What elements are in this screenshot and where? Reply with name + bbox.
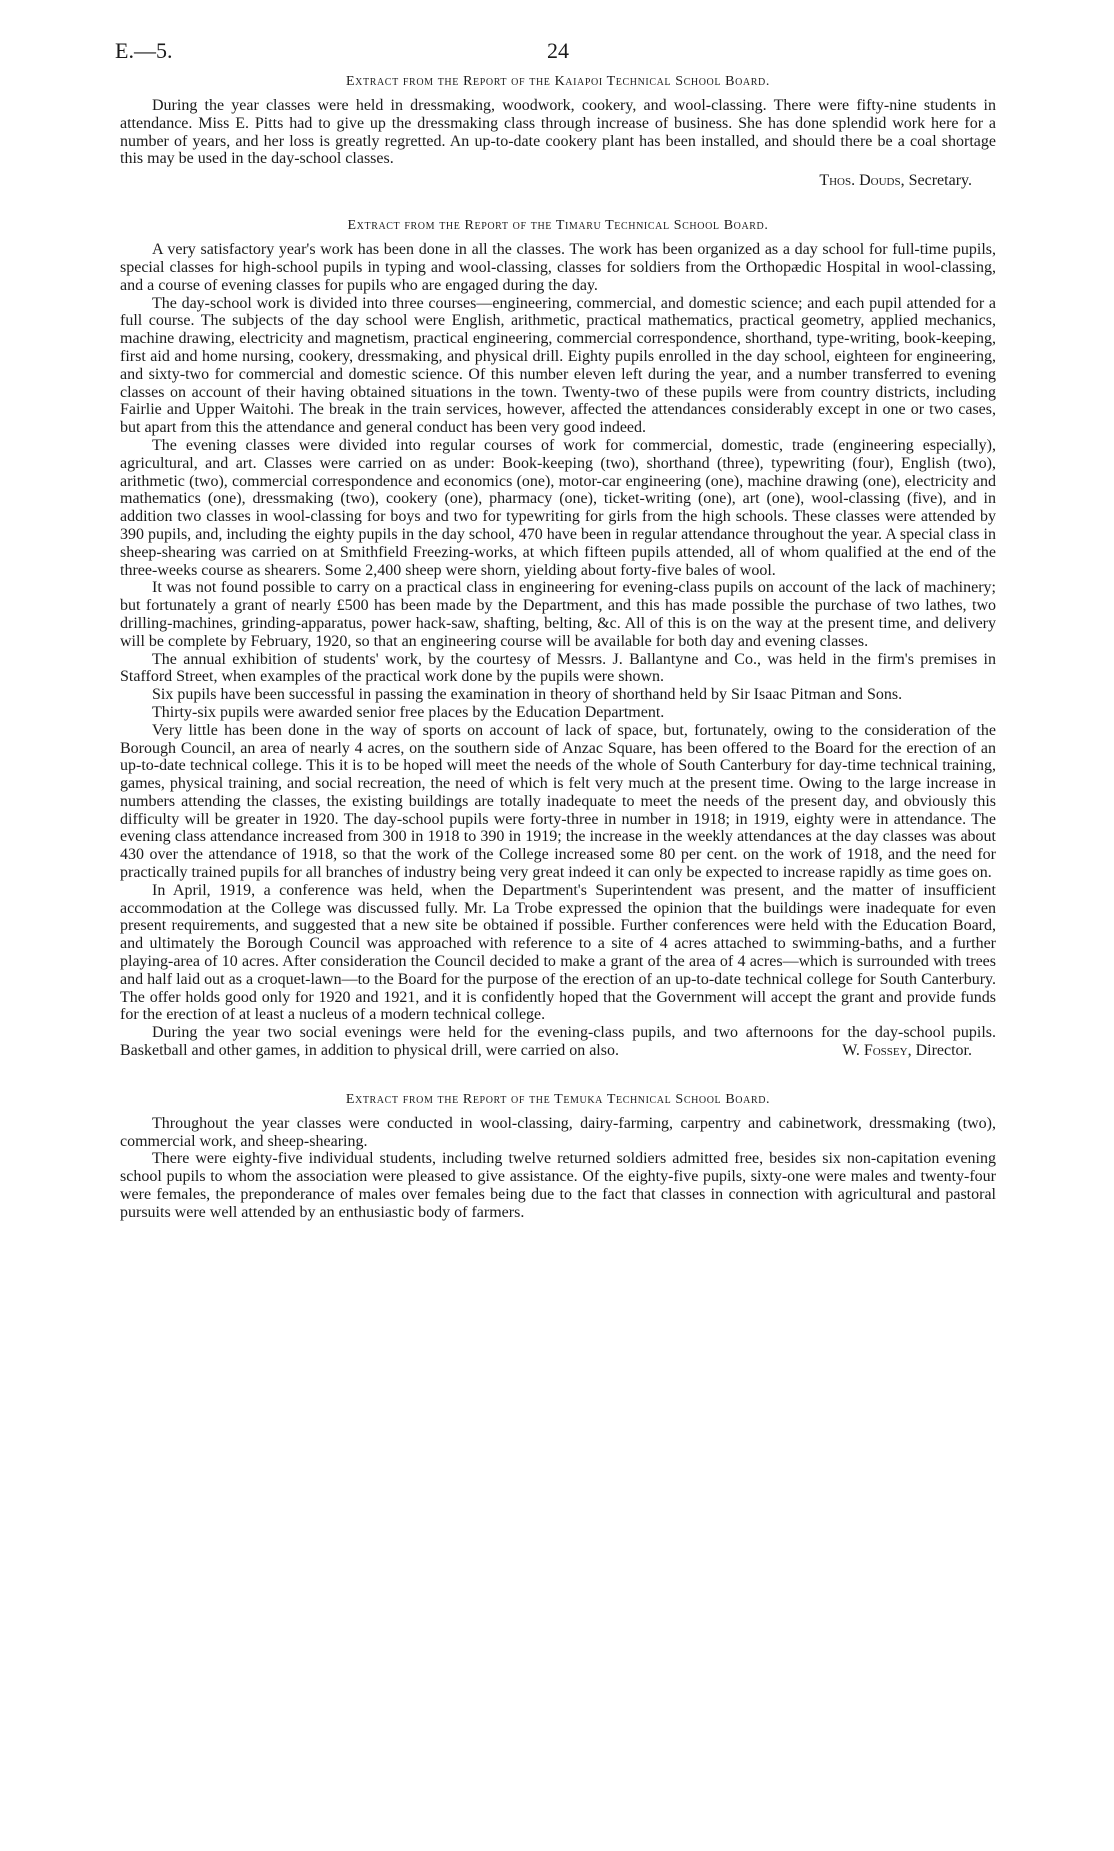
section-title-timaru: Extract from the Report of the Timaru Technical School Board. — [347, 218, 769, 234]
paragraph: During the year classes were held in dressmaking, woodwork, cookery, and wool-classing. There were fifty-nine students in attendance. Miss E. Pitts had to give up the dressmaking class through increase of business. She has done splendid work here for a number of years, and her loss is greatly regretted. An up-to-date cookery plant has been installed, and should there be a coal shortage this may be used in the day-school classes. — [120, 97, 996, 168]
paragraph-last-timaru — [120, 1024, 996, 1060]
paragraph-text: During the year two social evenings were held for the evening-class pupils, and two afternoons for the day-school pupils. Basketball and other games, in addition to physical drill, were carried on also. — [120, 1024, 996, 1060]
document-reference: E.—5. — [115, 38, 173, 63]
section-title-temuka: Extract from the Report of the Temuka Technical School Board. — [345, 1091, 771, 1107]
section-spacer — [120, 1060, 996, 1082]
running-header — [115, 30, 996, 64]
signature-timaru — [842, 1042, 972, 1060]
signature-name: Thos. Douds — [819, 172, 901, 190]
paragraph: A very satisfactory year's work has been done in all the classes. The work has been organized as a day school for full-time pupils, special classes for high-school pupils in typing and wool-classing, classes for soldiers from the Orthopædic Hospital in wool-classing, and a course of evening classes for pupils who are engaged during the day. — [120, 241, 996, 294]
paragraph: It was not found possible to carry on a practical class in engineering for evening-class pupils on account of the lack of machinery; but fortunately a grant of nearly £500 has been made by the Department, and this has made possible the purchase of two lathes, two drilling-machines, grinding-apparatus, power hack-saw, shafting, belting, &c. All of this is on the way at the present time, and delivery will be complete by February, 1920, so that an engineering course will be available for both day and evening classes. — [120, 579, 996, 650]
signature-role: , Secretary. — [900, 172, 972, 190]
signature-kaiapoi — [120, 172, 972, 190]
paragraph: Throughout the year classes were conducted in wool-classing, dairy-farming, carpentry and cabinetwork, dressmaking (two), commercial work, and sheep-shearing. — [120, 1114, 996, 1150]
paragraph: The annual exhibition of students' work, by the courtesy of Messrs. J. Ballantyne and Co., was held in the firm's premises in Stafford Street, when examples of the practical work done by the pupils were shown. — [120, 650, 996, 686]
paragraph: The day-school work is divided into three courses—engineering, commercial, and domestic science; and each pupil attended for a full course. The subjects of the day school were English, arithmetic, practical mathematics, practical geometry, applied mechanics, machine drawing, electricity and magnetism, practical engineering, commercial correspondence, shorthand, type-writing, book-keeping, first aid and home nursing, cookery, dressmaking, and physical drill. Eighty pupils enrolled in the day school, eighteen for engineering, and sixty-two for commercial and domestic science. Of this number eleven left during the year, and a number transferred to evening classes on account of their having obtained situations in the town. Twenty-two of these pupils were from country districts, including Fairlie and Upper Waitohi. The break in the train services, however, affected the attendances considerably except in one or two cases, but apart from this the attendance and general conduct has been very good indeed. — [120, 294, 996, 437]
paragraph: Six pupils have been successful in passing the examination in theory of shorthand held by Sir Isaac Pitman and Sons. — [152, 686, 903, 704]
paragraph: Thirty-six pupils were awarded senior free places by the Education Department. — [152, 703, 665, 721]
section-title-kaiapoi: Extract from the Report of the Kaiapoi Technical School Board. — [346, 74, 770, 89]
signature-role: , Director. — [907, 1042, 972, 1060]
paragraph: In April, 1919, a conference was held, when the Department's Superintendent was present, and the matter of insufficient accommodation at the College was discussed fully. Mr. La Trobe expressed the opinion that the buildings were inadequate for even present requirements, and suggested that a new site be obtained if possible. Further conferences were held with the Education Board, and ultimately the Borough Council was approached with reference to a site of 4 acres attached to swimming-baths, and a further playing-area of 10 acres. After consideration the Council decided to make a grant of the area of 4 acres—which is surrounded with trees and half laid out as a croquet-lawn—to the Board for the purpose of the erection of an up-to-date technical college for South Canterbury. The offer holds good only for 1920 and 1921, and it is confidently hoped that the Government will accept the grant and provide funds for the erection of at least a nucleus of a modern technical college. — [120, 881, 996, 1024]
paragraph: Very little has been done in the way of sports on account of lack of space, but, fortunately, owing to the consideration of the Borough Council, an area of nearly 4 acres, on the southern side of Anzac Square, has been offered to the Board for the erection of an up-to-date technical college. This it is to be hoped will meet the needs of the whole of South Canterbury for day-time technical training, games, physical training, and social recreation, the need of which is felt very much at the present time. Owing to the large increase in numbers attending the classes, the existing buildings are totally inadequate to meet the needs of the present day, and obviously this difficulty will be greater in 1920. The day-school pupils were forty-three in number in 1918; in 1919, eighty were in attendance. The evening class attendance increased from 300 in 1918 to 390 in 1919; the increase in the weekly attendances at the day classes was about 430 over the attendance of 1918, so that the work of the College increased some 80 per cent. on the work of 1918, and the need for practically trained pupils for all branches of industry being very great indeed it can only be expected to increase rapidly as time goes on. — [120, 721, 996, 882]
page-number: 24 — [547, 38, 569, 63]
paragraph: The evening classes were divided into regular courses of work for commercial, domestic, trade (engineering especially), agricultural, and art. Classes were carried on as under: Book-keeping (two), shorthand (three), typewriting (four), English (two), arithmetic (two), commercial correspondence and economics (one), motor-car engineering (one), machine drawing (one), electricity and mathematics (one), dressmaking (two), cookery (one), pharmacy (one), ticket-writing (one), art (one), wool-classing (five), and in addition two classes in wool-classing for boys and two for typewriting for girls from the high schools. These classes were attended by 390 pupils, and, including the eighty pupils in the day school, 470 have been in regular attendance throughout the year. A special class in sheep-shearing was carried on at Smithfield Freezing-works, at which fifteen pupils attended, all of whom qualified at the end of the three-weeks course as shearers. Some 2,400 sheep were shorn, yielding about forty-five bales of wool. — [120, 436, 996, 579]
signature-name: W. Fossey — [842, 1042, 908, 1060]
paragraph: There were eighty-five individual students, including twelve returned soldiers admitted free, besides six non-capitation evening school pupils to whom the association were pleased to give assistance. Of the eighty-five pupils, sixty-one were males and twenty-four were females, the preponderance of males over females being due to the fact that classes in connection with agricultural and pastoral pursuits were well attended by an enthusiastic body of farmers. — [120, 1150, 996, 1221]
